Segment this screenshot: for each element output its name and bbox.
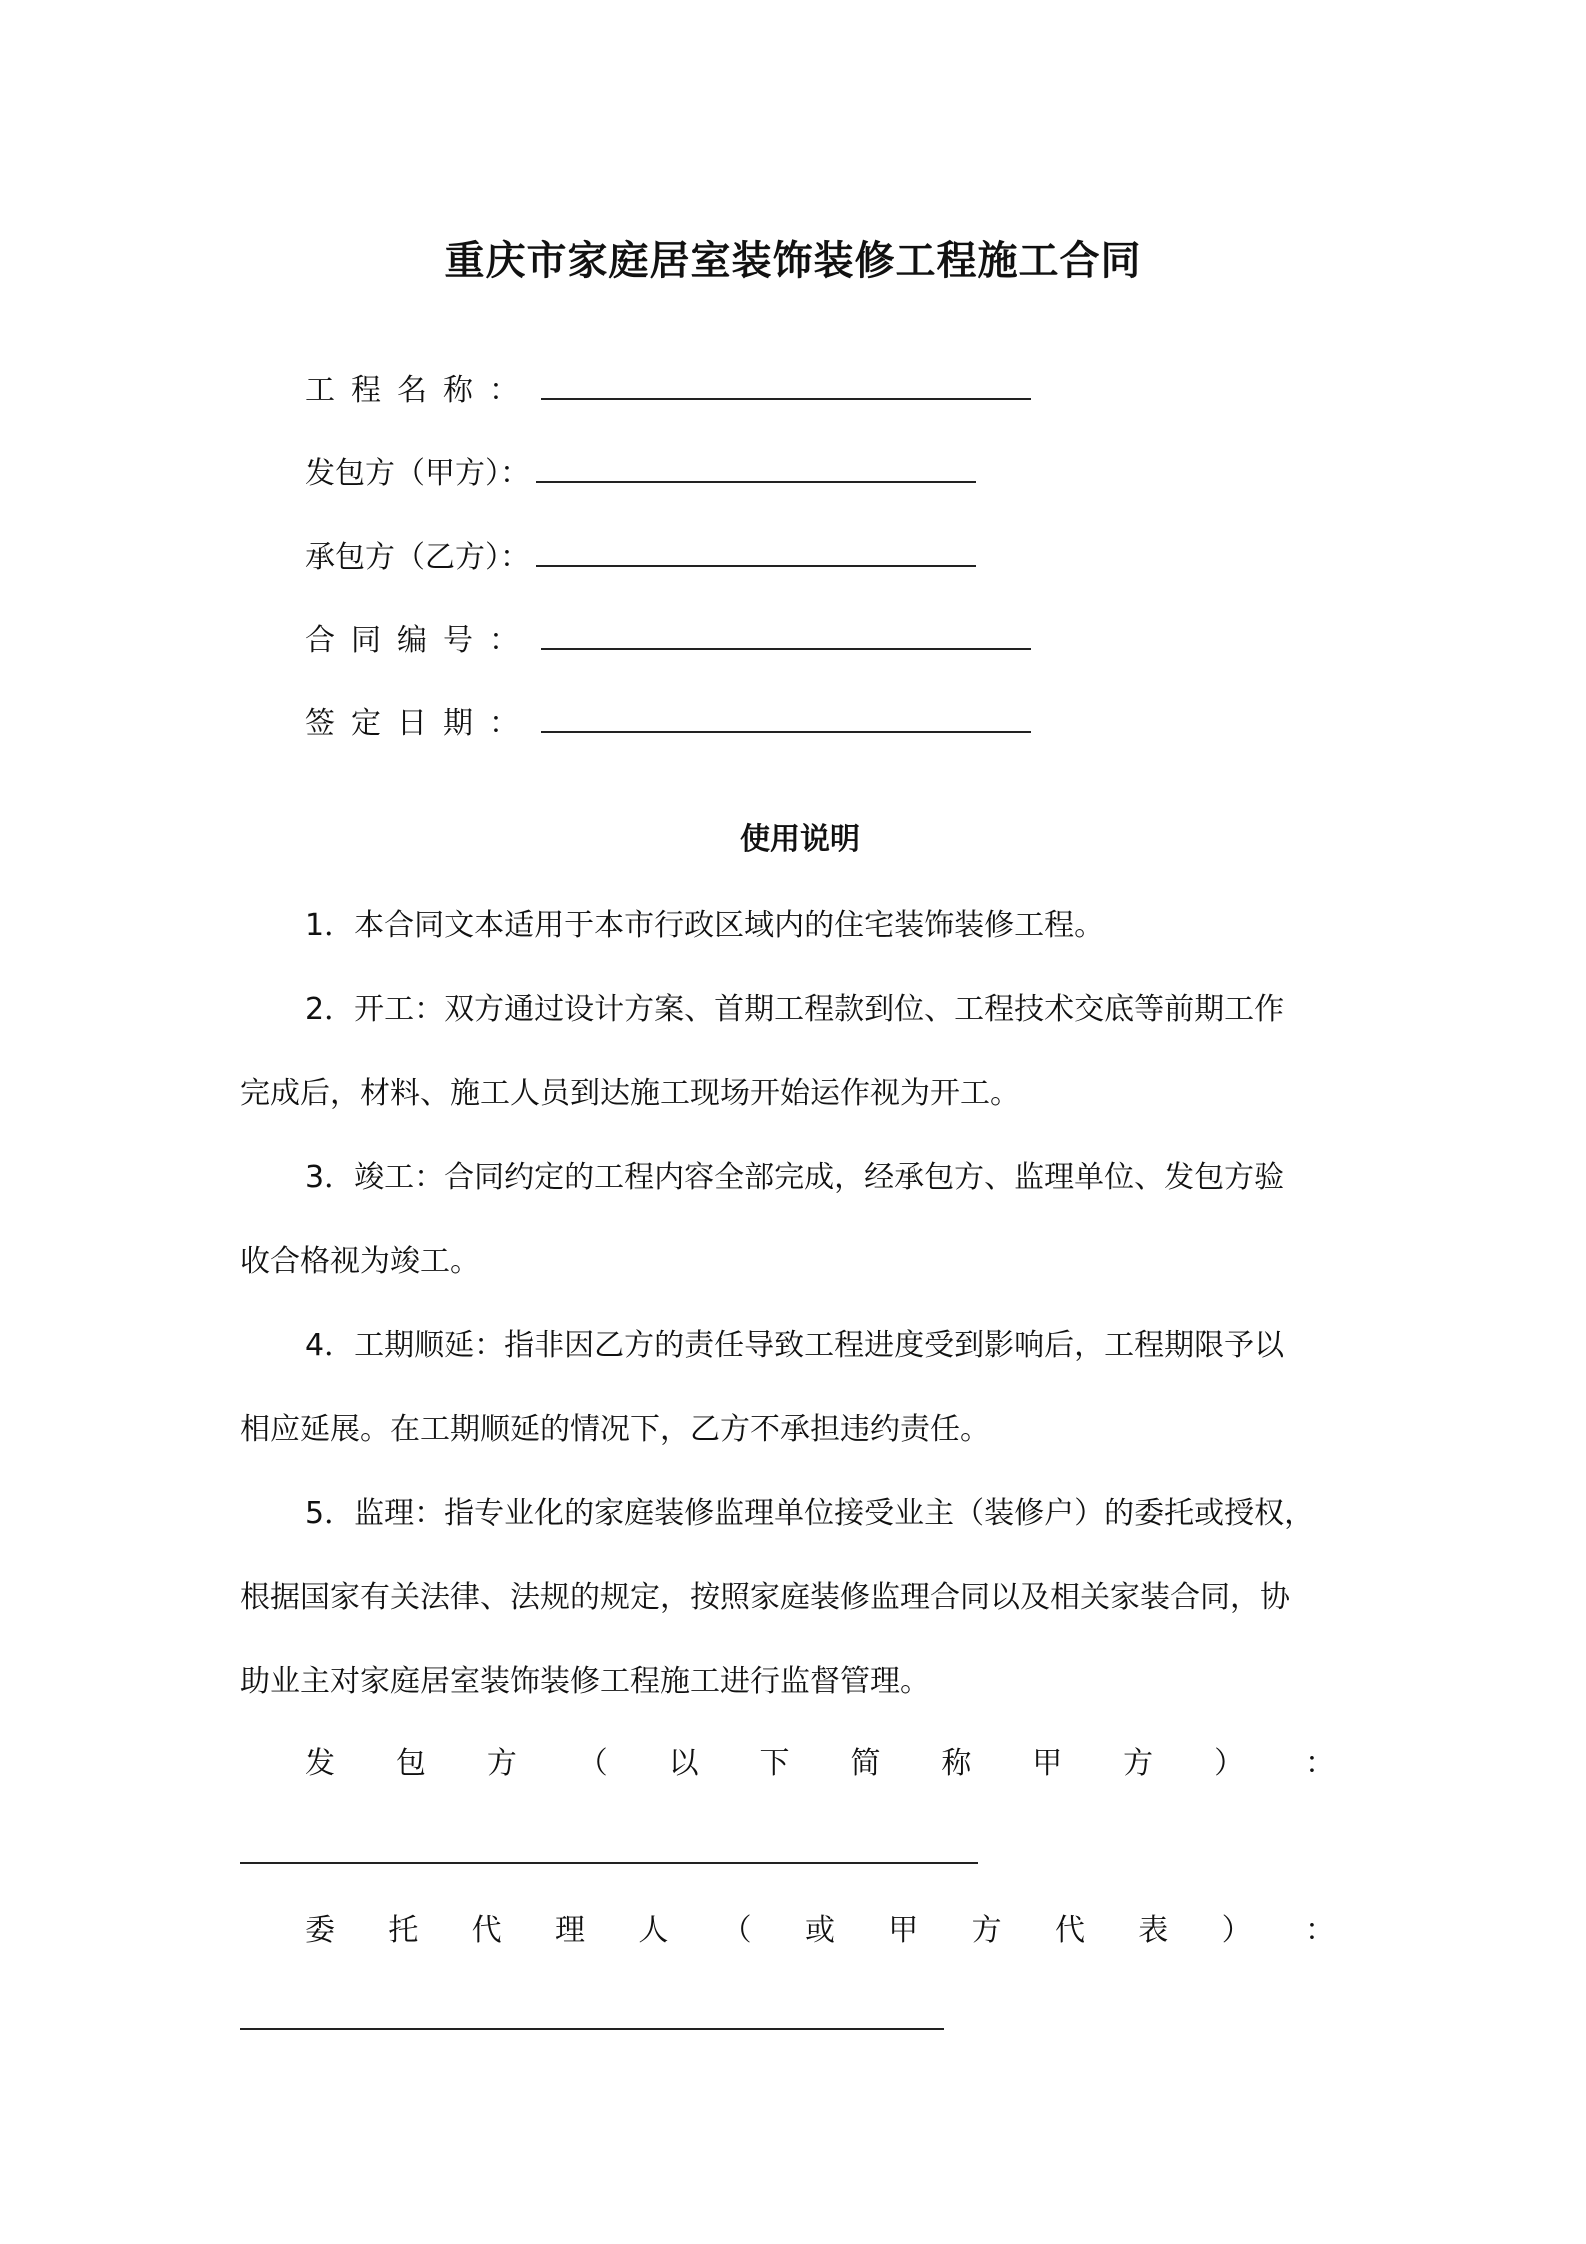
employer-blank[interactable] <box>536 451 976 483</box>
instruction-line: 根据国家有关法律、法规的规定，按照家庭装修监理合同以及相关家装合同，协 <box>240 1580 1290 1615</box>
agent-char: 或 <box>804 1913 835 1948</box>
contract-number-field <box>305 618 1031 663</box>
agent-char: ： <box>1304 1913 1335 1948</box>
agent-char: 方 <box>971 1913 1002 1948</box>
agent-char: 甲 <box>888 1913 919 1948</box>
employer-party-char: 包 <box>395 1746 426 1781</box>
instruction-line: 相应延展。在工期顺延的情况下，乙方不承担违约责任。 <box>240 1412 990 1447</box>
agent-blank[interactable] <box>240 2026 944 2030</box>
employer-party-char: 简 <box>850 1746 881 1781</box>
contract-number-blank[interactable] <box>541 618 1031 650</box>
agent-char: 托 <box>388 1913 419 1948</box>
contractor-label: 承包方（乙方）： <box>305 540 530 575</box>
sign-date-field <box>305 701 1031 746</box>
employer-party-char: ） <box>1214 1746 1245 1781</box>
sign-date-label: 签定日期： <box>305 706 535 741</box>
contractor-blank[interactable] <box>536 535 976 567</box>
employer-party-label <box>305 1742 1335 1786</box>
agent-char: 人 <box>638 1913 669 1948</box>
agent-char: ） <box>1221 1913 1252 1948</box>
agent-label <box>305 1909 1335 1953</box>
employer-party-char: （ <box>577 1746 608 1781</box>
employer-party-char: 发 <box>305 1746 335 1781</box>
document-title: 重庆市家庭居室装饰装修工程施工合同 <box>444 238 1142 284</box>
instruction-line: 1．本合同文本适用于本市行政区域内的住宅装饰装修工程。 <box>305 908 1105 943</box>
employer-party-char: 下 <box>759 1746 790 1781</box>
employer-party-blank[interactable] <box>240 1860 978 1864</box>
project-name-label: 工程名称： <box>305 373 535 408</box>
employer-party-char: 方 <box>1123 1746 1154 1781</box>
agent-char: 表 <box>1138 1913 1169 1948</box>
employer-party-char: 甲 <box>1032 1746 1063 1781</box>
instruction-line: 收合格视为竣工。 <box>240 1244 480 1279</box>
instruction-line: 3．竣工：合同约定的工程内容全部完成，经承包方、监理单位、发包方验 <box>305 1160 1285 1195</box>
employer-party-char: 以 <box>668 1746 699 1781</box>
project-name-field <box>305 368 1031 413</box>
agent-char: 代 <box>1054 1913 1085 1948</box>
agent-char: 理 <box>554 1913 585 1948</box>
instruction-line: 2．开工：双方通过设计方案、首期工程款到位、工程技术交底等前期工作 <box>305 992 1285 1027</box>
instructions-heading: 使用说明 <box>740 822 860 857</box>
sign-date-blank[interactable] <box>541 701 1031 733</box>
instruction-line: 5．监理：指专业化的家庭装修监理单位接受业主（装修户）的委托或授权， <box>305 1496 1315 1531</box>
project-name-blank[interactable] <box>541 368 1031 400</box>
agent-char: 代 <box>471 1913 502 1948</box>
instruction-line: 完成后，材料、施工人员到达施工现场开始运作视为开工。 <box>240 1076 1020 1111</box>
employer-party-char: 称 <box>941 1746 972 1781</box>
agent-char: （ <box>721 1913 752 1948</box>
employer-party-char: ： <box>1304 1746 1335 1781</box>
agent-char: 委 <box>305 1913 335 1948</box>
employer-label: 发包方（甲方）： <box>305 456 530 491</box>
contractor-field <box>305 535 976 580</box>
instruction-line: 助业主对家庭居室装饰装修工程施工进行监督管理。 <box>240 1664 930 1699</box>
contract-number-label: 合同编号： <box>305 623 535 658</box>
employer-field <box>305 451 976 496</box>
employer-party-char: 方 <box>486 1746 517 1781</box>
instruction-line: 4．工期顺延：指非因乙方的责任导致工程进度受到影响后，工程期限予以 <box>305 1328 1285 1363</box>
